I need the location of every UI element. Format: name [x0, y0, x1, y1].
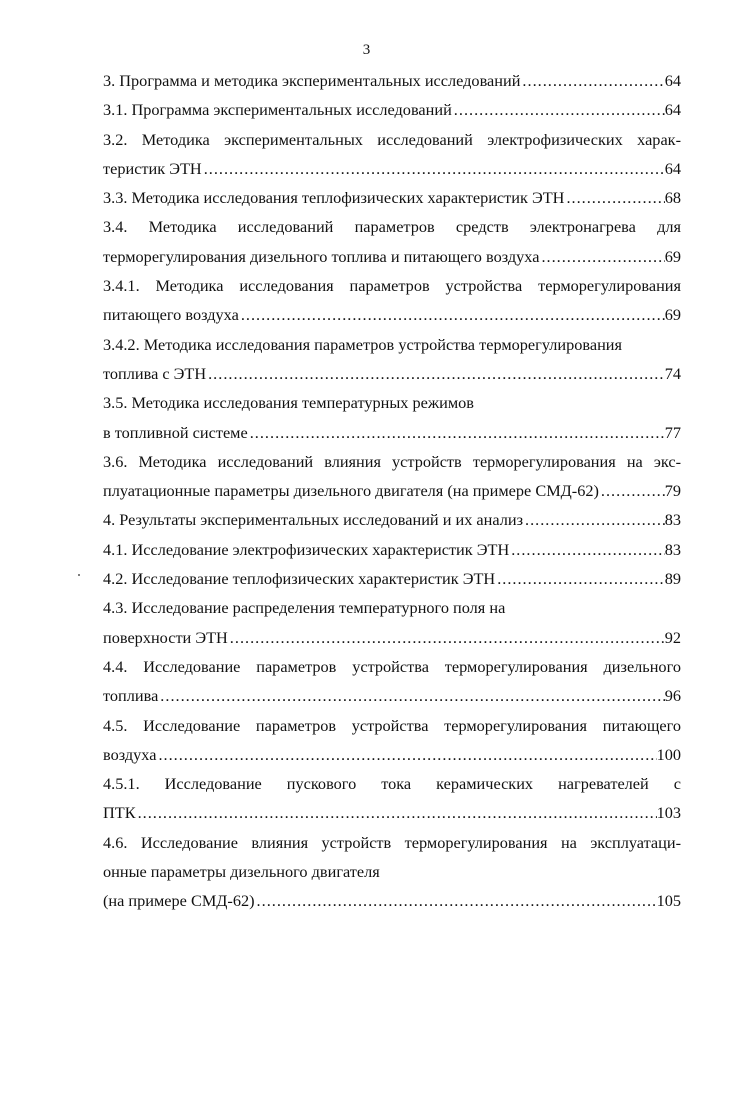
dot-leader	[539, 242, 664, 271]
dot-leader	[564, 183, 664, 212]
toc-entry-line: 3.4. Методика исследований параметров средств электронагрева для	[103, 217, 681, 237]
toc-entry-title: топлива	[103, 686, 159, 706]
toc-entry-line: 4.4. Исследование параметров устройства терморегулирования дизельного	[103, 656, 681, 676]
toc-entry-title: 4.1. Исследование электрофизических характеристик ЭТН	[103, 539, 510, 559]
toc-entry	[103, 740, 681, 769]
toc-entry-page: 69	[664, 246, 681, 266]
toc-entry-page: 68	[664, 188, 681, 208]
toc-entry-page: 74	[664, 363, 681, 383]
toc-entry-page: 89	[664, 569, 681, 589]
toc-entry-title: поверхности ЭТН	[103, 627, 228, 647]
toc-entry-page: 64	[664, 100, 681, 120]
toc-entry-title: теристик ЭТН	[103, 158, 202, 178]
dot-leader	[509, 535, 665, 564]
dot-leader	[228, 623, 665, 652]
toc-entry	[103, 300, 681, 329]
toc-entry	[103, 418, 681, 447]
toc-entry-title: 3.3. Методика исследования теплофизических характеристик ЭТН	[103, 188, 565, 208]
toc-entry-line: 4.5. Исследование параметров устройства терморегулирования питающего	[103, 715, 681, 735]
toc-entry	[103, 505, 681, 534]
dot-leader	[523, 505, 665, 534]
toc-entry-line: 3.6. Методика исследований влияния устройств терморегулирования на экс-	[103, 451, 681, 471]
dot-leader	[202, 154, 665, 183]
toc-entry-line: онные параметры дизельного двигателя	[103, 862, 380, 882]
toc-entry-title: плуатационные параметры дизельного двигателя (на примере СМД-62)	[103, 481, 599, 501]
dot-leader	[158, 681, 664, 710]
toc-entry	[103, 886, 681, 915]
dot-leader	[520, 66, 664, 95]
toc-entry-page: 96	[664, 686, 681, 706]
toc-entry-title: 3. Программа и методика экспериментальных исследований	[103, 71, 521, 90]
toc-entry-title: в топливной системе	[103, 422, 248, 442]
toc-entry-page: 100	[656, 744, 681, 764]
toc-entry-line: 4.3. Исследование распределения температурного поля на	[103, 598, 506, 618]
dot-leader	[255, 886, 657, 915]
toc-entry	[103, 242, 681, 271]
toc-entry-line: 4.5.1. Исследование пускового тока керамических нагревателей с	[103, 774, 681, 794]
toc-entry-page: 64	[664, 71, 681, 90]
toc-entry-page: 64	[664, 158, 681, 178]
dot-leader	[136, 798, 657, 827]
toc-entry-title: воздуха	[103, 744, 157, 764]
toc-entry	[103, 154, 681, 183]
dot-leader	[248, 418, 665, 447]
toc-entry	[103, 95, 681, 124]
toc-entry-title: (на примере СМД-62)	[103, 891, 255, 911]
toc-entry	[103, 66, 681, 95]
toc-entry-page: 103	[656, 803, 681, 823]
toc-entry-line: 3.2. Методика экспериментальных исследований электрофизических харак-	[103, 129, 681, 149]
dot-leader	[206, 359, 665, 388]
page-number: 3	[362, 42, 371, 58]
toc-entry	[103, 798, 681, 827]
toc-entry	[103, 564, 681, 593]
toc-entry-page: 83	[664, 539, 681, 559]
toc-entry	[103, 476, 681, 505]
toc-entry	[103, 535, 681, 564]
toc-entry-page: 69	[664, 305, 681, 325]
toc-entry-line: 4.6. Исследование влияния устройств терморегулирования на эксплуатаци-	[103, 832, 681, 852]
toc-entry-page: 77	[664, 422, 681, 442]
dot-leader	[156, 740, 656, 769]
toc-entry-title: 3.1. Программа экспериментальных исследований	[103, 100, 452, 120]
toc-entry-line: 3.5. Методика исследования температурных режимов	[103, 393, 474, 413]
toc-entry-line: 3.4.2. Методика исследования параметров устройства терморегулирования	[103, 334, 622, 354]
dot-leader	[495, 564, 665, 593]
toc-entry	[103, 623, 681, 652]
toc-entry	[103, 183, 681, 212]
toc-entry-page: 83	[664, 510, 681, 530]
toc-entry-page: 79	[664, 481, 681, 501]
toc-entry-page: 105	[656, 891, 681, 911]
toc-entry-title: питающего воздуха	[103, 305, 239, 325]
toc-entry	[103, 359, 681, 388]
toc-entry-line: 3.4.1. Методика исследования параметров устройства терморегулирования	[103, 276, 681, 296]
toc-entry-title: топлива с ЭТН	[103, 363, 207, 383]
dot-leader	[452, 95, 665, 124]
toc-entry-page: 92	[664, 627, 681, 647]
scan-speck	[78, 574, 80, 576]
table-of-contents	[103, 66, 681, 916]
dot-leader	[239, 300, 665, 329]
toc-entry	[103, 681, 681, 710]
toc-entry-title: 4.2. Исследование теплофизических характеристик ЭТН	[103, 569, 496, 589]
toc-entry-title: ПТК	[103, 803, 136, 823]
toc-entry-title: терморегулирования дизельного топлива и питающего воздуха	[103, 246, 540, 266]
toc-entry-title: 4. Результаты экспериментальных исследований и их анализ	[103, 510, 524, 530]
dot-leader	[599, 476, 665, 505]
